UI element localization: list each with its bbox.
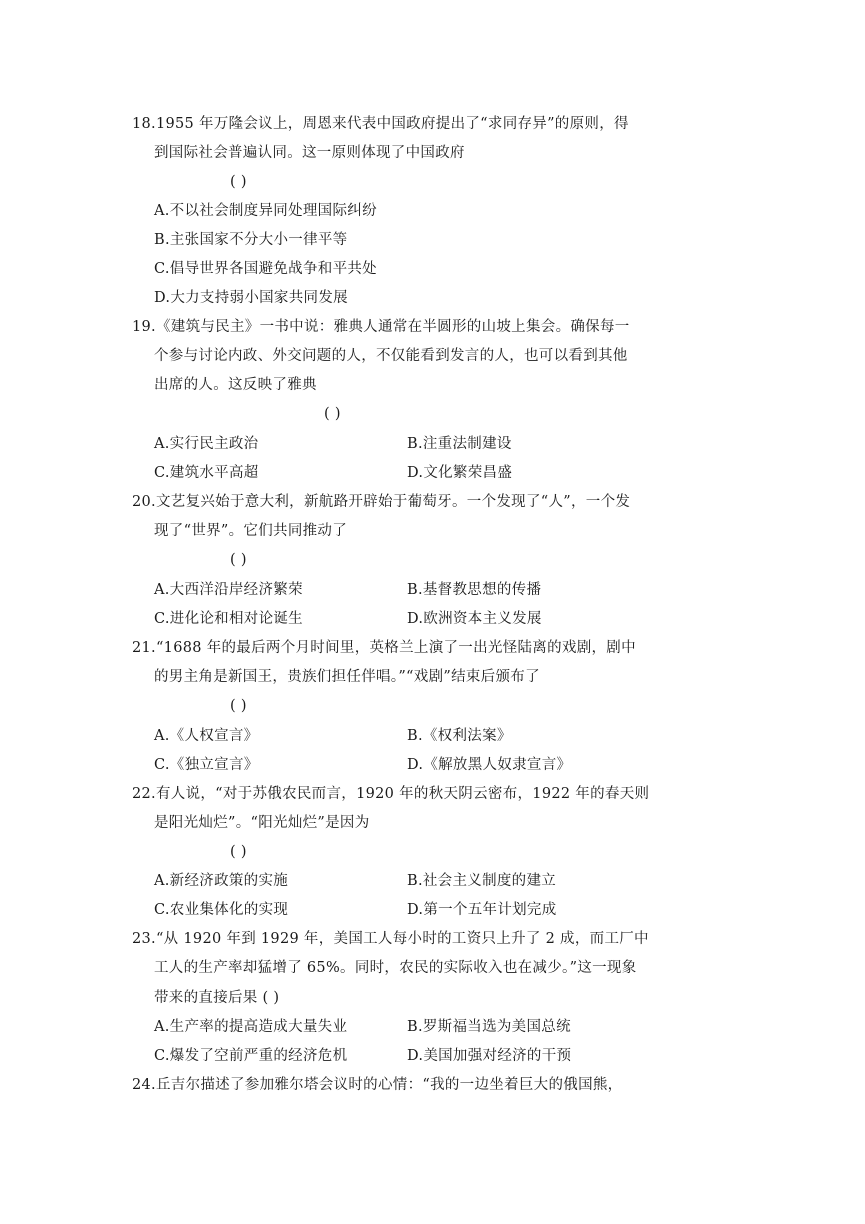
option-c: C.进化论和相对论诞生 (154, 611, 303, 627)
question-24-stem-line-1: 24.丘吉尔描述了参加雅尔塔会议时的心情：“我的一边坐着巨大的俄国熊， (132, 1077, 623, 1093)
option-b: B.社会主义制度的建立 (407, 873, 557, 889)
option-c: C.倡导世界各国避免战争和平共处 (154, 261, 377, 277)
option-c: C.农业集体化的实现 (154, 902, 289, 918)
question-number: 23. (132, 931, 156, 947)
option-c: C.建筑水平高超 (154, 465, 259, 481)
option-c: C.爆发了空前严重的经济危机 (154, 1048, 348, 1064)
question-number: 20. (132, 494, 156, 510)
question-23-stem-line-3: 带来的直接后果 ( ) (154, 990, 280, 1006)
answer-parentheses: ( ) (230, 844, 247, 860)
answer-parentheses: ( ) (230, 698, 247, 714)
question-23-stem-line-1: 23.“从 1920 年到 1929 年，美国工人每小时的工资只上升了 2 成，而工厂中 (132, 931, 649, 947)
option-d: D.《解放黑人奴隶宣言》 (407, 757, 572, 773)
question-19-stem-line-1: 19.《建筑与民主》一书中说：雅典人通常在半圆形的山坡上集会。确保每一 (132, 319, 630, 335)
option-a: A.生产率的提高造成大量失业 (154, 1019, 348, 1035)
answer-parentheses: ( ) (230, 174, 247, 190)
question-number: 18. (132, 116, 156, 132)
question-20-stem-line-1: 20.文艺复兴始于意大利，新航路开辟始于葡萄牙。一个发现了“人”，一个发 (132, 494, 631, 510)
question-19-stem-line-3: 出席的人。这反映了雅典 (154, 377, 317, 393)
option-d: D.文化繁荣昌盛 (407, 465, 513, 481)
option-a: A.《人权宣言》 (154, 728, 259, 744)
option-b: B.《权利法案》 (407, 728, 512, 744)
question-number: 22. (132, 786, 156, 802)
option-a: A.不以社会制度异同处理国际纠纷 (154, 203, 377, 219)
question-number: 24. (132, 1077, 156, 1093)
option-b: B.注重法制建设 (407, 436, 512, 452)
option-a: A.大西洋沿岸经济繁荣 (154, 582, 303, 598)
option-d: D.美国加强对经济的干预 (407, 1048, 572, 1064)
question-19-stem-line-2: 个参与讨论内政、外交问题的人，不仅能看到发言的人，也可以看到其他 (154, 348, 628, 364)
option-b: B.主张国家不分大小一律平等 (154, 232, 348, 248)
option-b: B.基督教思想的传播 (407, 582, 542, 598)
option-c: C.《独立宣言》 (154, 757, 259, 773)
question-23-stem-line-2: 工人的生产率却猛增了 65%。同时，农民的实际收入也在减少。”这一现象 (154, 960, 637, 976)
answer-parentheses: ( ) (230, 552, 247, 568)
question-21-stem-line-1: 21.“1688 年的最后两个月时间里，英格兰上演了一出光怪陆离的戏剧，剧中 (132, 640, 636, 656)
question-number: 19. (132, 319, 156, 335)
question-18-stem-line-1: 18.1955 年万隆会议上，周恩来代表中国政府提出了“求同存异”的原则，得 (132, 116, 629, 132)
question-18-stem-line-2: 到国际社会普遍认同。这一原则体现了中国政府 (154, 145, 465, 161)
option-a: A.实行民主政治 (154, 436, 259, 452)
question-number: 21. (132, 640, 156, 656)
option-d: D.第一个五年计划完成 (407, 902, 557, 918)
option-d: D.欧洲资本主义发展 (407, 611, 542, 627)
question-21-stem-line-2: 的男主角是新国王，贵族们担任伴唱。”“戏剧”结束后颁布了 (154, 669, 540, 685)
option-a: A.新经济政策的实施 (154, 873, 289, 889)
question-22-stem-line-1: 22.有人说，“对于苏俄农民而言，1920 年的秋天阴云密布，1922 年的春天则 (132, 786, 650, 802)
answer-parentheses: ( ) (324, 406, 341, 422)
question-22-stem-line-2: 是阳光灿烂”。“阳光灿烂”是因为 (154, 815, 370, 831)
option-b: B.罗斯福当选为美国总统 (407, 1019, 571, 1035)
option-d: D.大力支持弱小国家共同发展 (154, 290, 348, 306)
question-20-stem-line-2: 现了“世界”。它们共同推动了 (154, 523, 348, 539)
